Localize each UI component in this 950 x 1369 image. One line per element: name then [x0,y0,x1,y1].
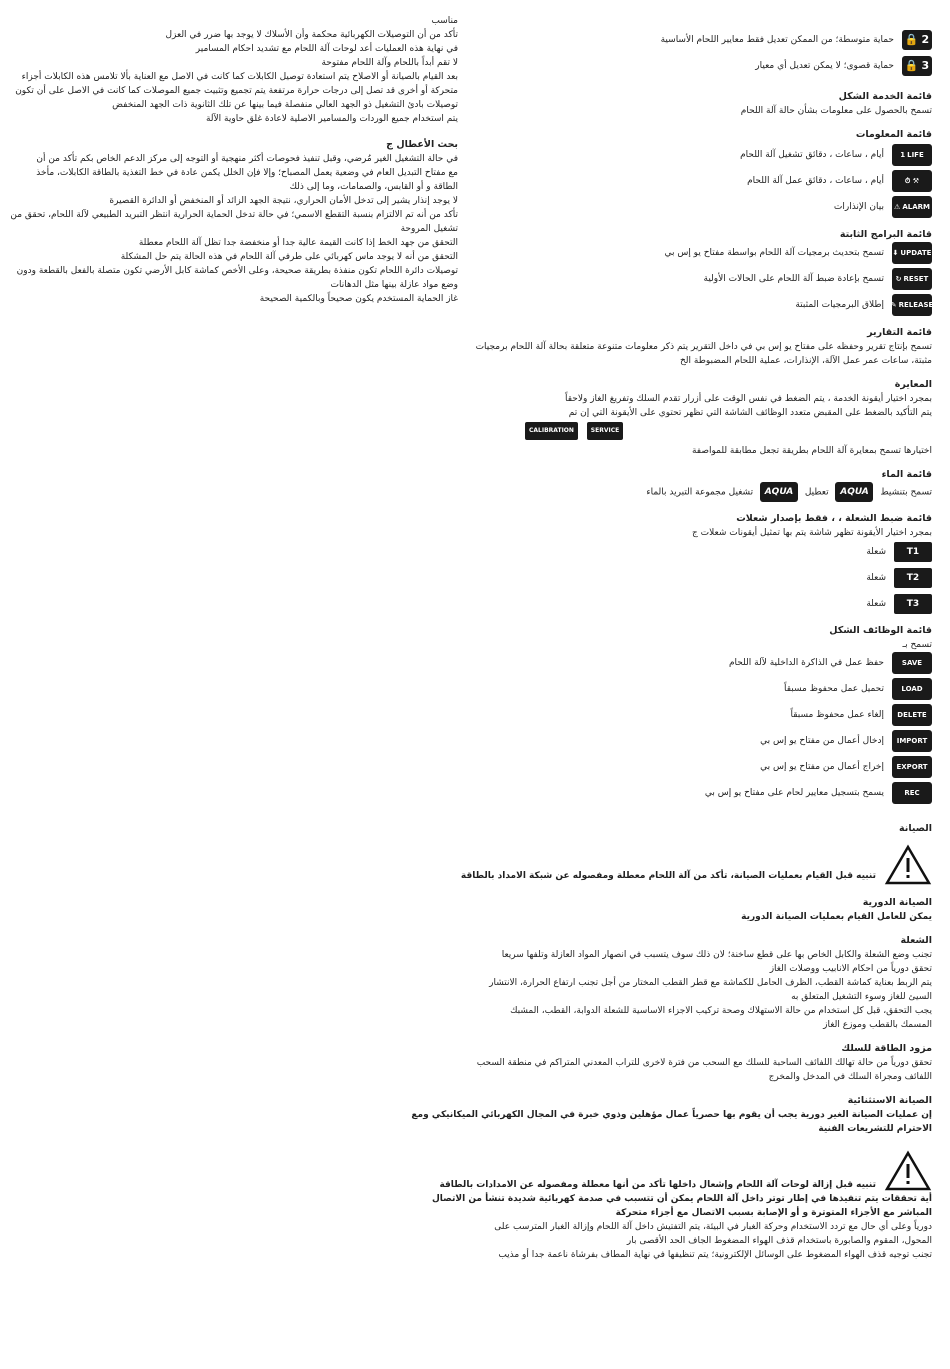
load-icon: LOAD [892,678,932,700]
firmware-menu-heading: قائمة البرامج الثابتة [839,229,932,240]
aqua-on-icon: AQUA [835,482,873,502]
lock-level-2-row [482,30,932,50]
section-heading-troubleshooting: بحث الأعطال ج [386,139,458,150]
torch-t1-row: T1 شعلة [482,542,932,562]
lock-level-3-row [482,56,932,76]
calibration-heading: المعايرة [894,379,932,390]
text-line: تأكد من أنه تم الالتزام بنسبة التقطع الاسمي؛ في حالة تدخل الحماية الحرارية انتظر التبريد الطبيعي لآلة اللحام، تحقق من [10,210,458,220]
service-icon: SERVICE [587,422,623,440]
text-line: الطاقة و أو القابس، والصمامات، وما إلى ذلك [289,182,458,192]
service-menu-heading: قائمة الخدمة الشكل [838,91,932,102]
torch-t3-row: T3 شعلة [482,594,932,614]
alarm-icon: ⚠ ALARM [892,196,932,218]
text-line: التحقق من جهد الخط إذا كانت القيمة عالية جدا أو منخفضة جدا تظل آلة اللحام معطلة [138,238,458,248]
text-line: غاز الحماية المستخدم يكون صحيحاً وبالكمية الصحيحة [259,294,458,304]
maintenance-heading: الصيانة [899,823,932,834]
text-line: التحقق من أنه لا يوجد ماس كهربائي على طرفي آلة اللحام في هذه الحالة يتم حل المشكلة [120,252,458,262]
service-menu-text: تسمح بالحصول على معلومات بشأن حالة آلة اللحام [740,106,932,116]
functions-menu-heading: قائمة الوظائف الشكل [829,625,932,636]
text-line: مع مفتاح التبديل العام في وضعية يعمل المصباح؛ وإلا فإن الخلل يكمن عادة في خط التغذية بالطاقة الكابلات، مأخذ [36,168,458,178]
torch-t1-icon: T1 [894,542,932,562]
warning-box-1: تنبيه قبل القيام بعمليات الصيانة، تأكد من آلة اللحام معطلة ومفصوله عن شبكة الامداد بالطاقة [482,844,932,886]
firmware-release-row: ✎ RELEASE إطلاق البرمجيات المثبتة [482,294,932,316]
text-line: وضع مواد عازلة بينها مثل الدهانات [330,280,458,290]
text-line: بعد القيام بالصيانة أو الاصلاح يتم استعادة توصيل الكابلات كما كانت في الاصل مع العناية بألا تلامس هذه الكابلات أجزاء [21,72,458,82]
left-column [10,14,458,306]
reports-menu-heading: قائمة التقارير [867,327,932,338]
text-line: توصيلات دائرة اللحام تكون منفذة بطريقة صحيحة، وعلى الأخص كماشة كابل الأرضي تكون متصلة بالفعل بالقطعة ودون [16,266,458,276]
delete-icon: DELETE [892,704,932,726]
info-menu-heading: قائمة المعلومات [855,129,932,140]
text-line: تأكد من أن التوصيلات الكهربائية محكمة وأن الأسلاك لا يوجد بها ضرر في العزل [165,30,458,40]
torch-maintenance-heading: الشعلة [900,935,932,946]
lock-level-2-text: حماية متوسطة؛ من الممكن تعديل فقط معايير اللحام الأساسية [660,35,894,45]
torch-menu-heading: قائمة ضبط الشعلة ، ، فقط بإصدار شعلات [736,513,932,524]
calibration-icon: CALIBRATION [525,422,578,440]
periodic-maintenance-heading: الصيانة الدورية [862,897,932,908]
reset-icon: ↻ RESET [892,268,932,290]
life-icon: 1 LIFE [892,144,932,166]
lock-level-3-text: حماية قصوى؛ لا يمكن تعديل أي معيار [755,61,894,71]
func-import-row: IMPORT إدخال أعمال من مفتاح يو إس بي [482,730,932,752]
warning-triangle-icon [884,844,932,886]
torch-t2-icon: T2 [894,568,932,588]
func-rec-row: REC يسمح بتسجيل معايير لحام على مفتاح يو إس بي [482,782,932,804]
text-line: في حالة التشغيل الغير مُرضي، وقبل تنفيذ فحوصات أكثر منهجية أو التوجه إلى مركز الدعم الخاص بكم تأكد من أن [36,154,458,164]
text-line: يتم استخدام جميع الوردات والمسامير الاصلية لاعادة غلق حاوية الآلة [205,114,458,124]
clock-icon: ⏱ ⚒ [892,170,932,192]
text-line: لا تقم أبداً باللحام وآلة اللحام مفتوحة [321,58,458,68]
wire-feeder-heading: مزود الطاقة للسلك [841,1043,932,1054]
torch-t2-row: T2 شعلة [482,568,932,588]
update-icon: ⬇ UPDATE [892,242,932,264]
firmware-update-row: ⬇ UPDATE تسمح بتحديث برمجيات آلة اللحام بواسطة مفتاح يو إس بي [482,242,932,264]
firmware-reset-row: ↻ RESET تسمح بإعادة ضبط آلة اللحام على الحالات الأولية [482,268,932,290]
export-icon: EXPORT [892,756,932,778]
save-icon: SAVE [892,652,932,674]
torch-t3-icon: T3 [894,594,932,614]
text-line: توصيلات بادئ التشغيل ذو الجهد العالي منفصلة فيما بينها عن تلك الثانوية ذات الجهد المنخفض [112,100,458,110]
text-line: متحركة أو أخرى قد تصل إلى درجات حرارة مرتفعة يتم تجميع وتثبيت جميع الموصلات كما كانت في الاصل على أن تكون [15,86,458,96]
release-icon: ✎ RELEASE [892,294,932,316]
water-menu-text: تسمح بتنشيط AQUA تعطيل AQUA تشغيل مجموعة التبريد بالماء [482,482,932,502]
text-line: تشغيل المروحة [400,224,458,234]
rec-icon: REC [892,782,932,804]
import-icon: IMPORT [892,730,932,752]
warning-box-2: تنبيه قبل إزالة لوحات آلة اللحام وإشعال داخلها تأكد من أنها معطلة ومفصوله عن الامدادات بالطاقة [482,1150,932,1192]
func-save-row: SAVE حفظ عمل في الذاكرة الداخلية لآلة اللحام [482,652,932,674]
text-line: مناسب [431,16,458,26]
func-delete-row: DELETE إلغاء عمل محفوظ مسبقاً [482,704,932,726]
aqua-off-icon: AQUA [760,482,798,502]
warning-triangle-icon [884,1150,932,1192]
water-menu-heading: قائمة الماء [881,469,932,480]
func-load-row: LOAD تحميل عمل محفوظ مسبقاً [482,678,932,700]
text-line: لا يوجد إنذار يشير إلى تدخل الأمان الحراري، نتيجة الجهد الزائد أو المنخفض أو الدائرة القصيرة [109,196,458,206]
info-life-row: 1 LIFE أيام ، ساعات ، دقائق تشغيل آلة اللحام [482,144,932,166]
func-export-row: EXPORT إخراج أعمال من مفتاح يو إس بي [482,756,932,778]
text-line: في نهاية هذه العمليات أعد لوحات آلة اللحام مع تشديد احكام المسامير [195,44,458,54]
info-alarm-row: ⚠ ALARM بيان الإنذارات [482,196,932,218]
extraordinary-maintenance-heading: الصيانة الاستثنائية [847,1095,932,1106]
lock-icon: 🔒 2 [902,30,932,50]
right-column: 🔒 2 حماية متوسطة؛ من الممكن تعديل فقط معايير اللحام الأساسية 🔒 3 حماية قصوى؛ لا يمكن تعديل أي معيار قائمة الخدمة الشكل تسمح بالحصول على معلومات بشأن حالة آلة اللحام قائمة المعلومات 1 LIFE أيام ، ساعات ، دقائق تشغيل آلة اللحام ⏱ ⚒ أيام ، ساعات ، دقائق عمل آلة اللحام ⚠ ALARM بيان الإنذارات قائمة البرامج الثابتة ⬇ UPDATE تسمح بتحديث برمجيات آلة اللحام بواسطة مفتاح يو إس بي ↻ RESET تسمح بإعادة ضبط آلة اللحام على الحالات الأولية ✎ RELEASE إطلاق البرمجيات المثبتة قائمة التقارير تسمح بإنتاج تقرير وحفظه على مفتاح يو إس بي في داخل التقرير يتم ذكر معلومات متنوعة متعلقة بحالة آلة اللحام برمجيات مثبتة، ساعات عمر عمل الآلة، الإنذارات، عملية اللحام المضبوطة الخ المعايرة بمجرد اختيار أيقونة الخدمة ، يتم الضغط في نفس الوقت على أزرار تقدم السلك وتفريغ الغاز ولاحقاً يتم التأكيد بالضغط على المقبض متعدد الوظائف الشاشة التي تظهر تحتوي على الأيقونة التي إن تم CALIBRATION SERVICE اختيارها تسمح بمعايرة آلة اللحام بطريقة تجعل مطابقة للمواصفة قائمة الماء تسمح بتنشيط AQUA تعطيل AQUA تشغيل مجموعة التبريد بالماء قائمة ضبط الشعلة ، ، فقط بإصدار شعلات بمجرد اختيار الأيقونة تظهر شاشة يتم بها تمثيل أيقونات شعلات ج T1 شعلة T2 شعلة T3 شعلة قائمة الوظائف الشكل تسمح بـ SAVE حفظ عمل في الذاكرة الداخلية لآلة اللحام LOAD تحميل عمل محفوظ مسبقاً DELETE إلغاء عمل محفوظ مسبقاً IMPORT إدخال أعمال من مفتاح يو إس بي EXPORT إخراج أعمال من مفتاح يو إس بي REC يسمح بتسجيل معايير لحام على مفتاح يو إس بي الصيانة تنبيه قبل القيام بعمليات الصيانة، تأكد من آلة اللحام معطلة ومفصوله عن شبكة الامداد بالطاقة الصيانة الدورية يمكن للعامل القيام بعمليات الصيانة الدورية الشعلة تجنب وضع الشعلة والكابل الخاص بها على قطع ساخنة؛ لان ذلك سوف يتسبب في انصهار المواد العازلة وتلفها سريعا تحقق دورياً من احكام الانابيب ووصلات الغاز يتم الربط بعناية كماشة القطب، الظرف الحامل للكماشة مع قطر القطب المختار من أجل تجنب ارتفاع الحرارة، الانتشار السيئ للغاز وسوء التشغيل المتعلق به يجب التحقق، قبل كل استخدام من حالة الاستهلاك وصحة تركيب الاجزاء الاساسية للشعلة الدوابة، القطب، المشبك المسمك بالقطب وموزع الغاز مزود الطاقة للسلك تحقق دورياً من حالة تهالك اللفائف الساحبة للسلك مع السحب من فترة لاخرى للتراب المعدني المتراكم في منطقة السحب اللفائف ومجراة السلك في المدخل والمخرج الصيانة الاستثنائية إن عمليات الصيانة الغير دورية يجب أن يقوم بها حصرياً عمال مؤهلين وذوي خبرة في المجال الكهربائي الميكانيكي ومع الاحترام للتشريعات الفنية تنبيه قبل إزالة لوحات آلة اللحام وإشعال داخلها تأكد من أنها معطلة ومفصوله عن الامدادات بالطاقة أية تحققات يتم تنفيذها في إطار توتر داخل آلة اللحام يمكن أن تتسبب في صدمة كهربائية شديدة تنشأ من الاتصال المباشر مع الأجزاء المتوترة و أو الإصابة بسبب الاتصال مع أجزاء متحركة دورياً وعلى أي حال مع تردد الاستخدام وحركة الغبار في البيئة، يتم التفتيش داخل آلة اللحام وإزالة الغبار المترسب على المحول، المقوم والصابورة باستخدام قذف الهواء المضغوط الجاف الحد الأقصى بار تجنب توجيه قذف الهواء المضغوط على الوسائل الإلكترونية؛ يتم تنظيفها في نهاية المطاف بفرشاة ناعمة جدا أو مذيب [482,0,932,1262]
lock-icon: 🔒 3 [902,56,932,76]
info-work-row: ⏱ ⚒ أيام ، ساعات ، دقائق عمل آلة اللحام [482,170,932,192]
